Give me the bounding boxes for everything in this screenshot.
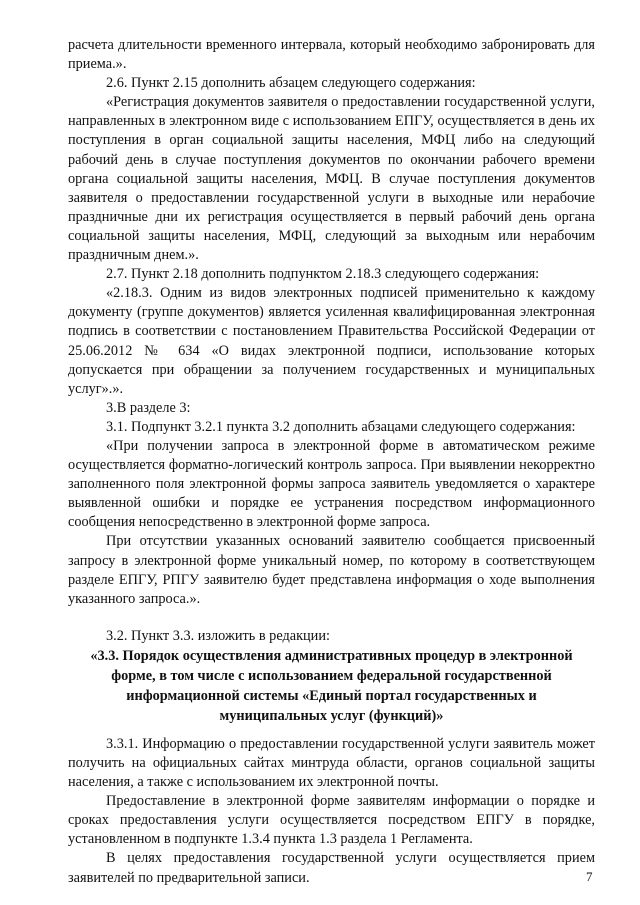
paragraph-unique-number: При отсутствии указанных оснований заявителю сообщается присвоенный запросу в электронной форме уникальный номер, по которому в соответствующем разделе ЕПГУ, РПГУ заявителю будет представлена информация о ходе выполнения указанного запроса.». <box>68 533 595 607</box>
paragraph-2-7: 2.7. Пункт 2.18 дополнить подпунктом 2.18.3 следующего содержания: <box>106 266 540 283</box>
paragraph-3-3-1: 3.3.1. Информацию о предоставлении государственной услуги заявитель может получить на официальных сайтах минтруда области, органов социальной защиты населения, а также с использованием их электронной почты. <box>68 735 595 791</box>
paragraph-appointment: В целях предоставления государственной услуги осуществляется прием заявителей по предварительной записи. <box>68 850 595 886</box>
section-heading-3-3: «3.3. Порядок осуществления административных процедур в электронной форме, в том числе с использованием федеральной государственной информационной системы «Единый портал государственных и муниципальных услуг (функций)» <box>90 647 573 724</box>
paragraph-continuation: расчета длительности временного интервала, который необходимо забронировать для приема.». <box>68 37 595 73</box>
paragraph-request-control: «При получении запроса в электронной форме в автоматическом режиме осуществляется форматно-логический контроль запроса. При выявлении некорректно заполненного поля электронной формы запроса заявитель уведомляется о характере выявленной ошибки и порядке ее устранения посредством информационного сообщения непосредственно в электронной форме запроса. <box>68 437 595 531</box>
paragraph-2-18-3: «2.18.3. Одним из видов электронных подписей применительно к каждому документу (группе документов) является усиленная квалифицированная электронная подпись в соответствии с постановлением Правительства Российской Федерации от 25.06.2012 № 634 «О видах электронной подписи, использование которых допускается при обращении за получением государственных и муниципальных услуг».». <box>68 285 595 397</box>
section-spacer <box>68 609 595 627</box>
paragraph-3-2: 3.2. Пункт 3.3. изложить в редакции: <box>106 627 330 644</box>
paragraph-2-6: 2.6. Пункт 2.15 дополнить абзацем следующего содержания: <box>106 75 476 92</box>
document-body <box>68 36 595 888</box>
paragraph-3-1: 3.1. Подпункт 3.2.1 пункта 3.2 дополнить абзацами следующего содержания: <box>106 418 576 435</box>
paragraph-epgu-info: Предоставление в электронной форме заявителям информации о порядке и сроках предоставления услуги осуществляется посредством ЕПГУ в порядке, установленном в подпункте 1.3.4 пункта 1.3 раздела 1 Регламента. <box>68 793 595 848</box>
page-number: 7 <box>586 869 593 884</box>
paragraph-section-3: 3.В разделе 3: <box>106 399 191 416</box>
paragraph-registration: «Регистрация документов заявителя о предоставлении государственной услуги, направленных в электронном виде с использованием ЕПГУ, осуществляется в день их поступления в орган социальной защиты населения, МФЦ либо на следующий рабочий день в случае поступления документов по окончании рабочего времени органа социальной защиты населения, МФЦ. В случае поступления документов заявителя о предоставлении государственной услуги в выходные или нерабочие праздничные дни их регистрация осуществляется в первый рабочий день органа социальной защиты населения, МФЦ, следующий за выходным или нерабочим праздничным днем.». <box>68 94 595 264</box>
heading-spacer <box>68 726 595 735</box>
